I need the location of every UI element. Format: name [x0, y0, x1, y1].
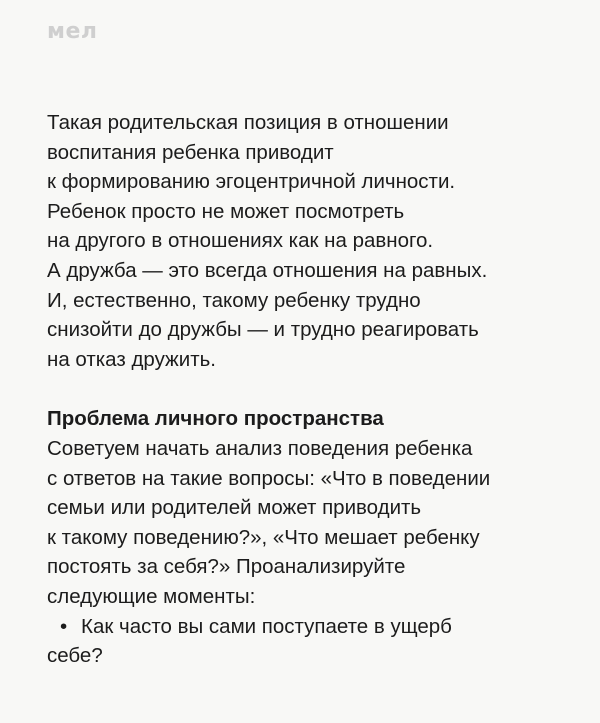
- text-line: на другого в отношениях как на равного.: [47, 229, 434, 253]
- text-line: на отказ дружить.: [47, 347, 216, 371]
- list-item-text-continued: себе?: [47, 644, 103, 668]
- list-item-text: Как часто вы сами поступаете в ущерб: [81, 614, 452, 638]
- text-line: Советуем начать анализ поведения ребенка: [47, 436, 473, 460]
- article-body: [47, 108, 567, 671]
- text-line: А дружба — это всегда отношения на равных.: [47, 258, 488, 282]
- list-item: [47, 612, 567, 642]
- bullet-list: [47, 612, 567, 671]
- text-line: к формированию эгоцентричной личности.: [47, 170, 456, 194]
- text-line: следующие моменты:: [47, 584, 256, 608]
- paragraph-2: [47, 434, 567, 612]
- paragraph-1: [47, 108, 567, 374]
- text-line: с ответов на такие вопросы: «Что в поведении: [47, 466, 491, 490]
- text-line: воспитания ребенка приводит: [47, 140, 334, 164]
- site-logo[interactable]: мел: [47, 19, 98, 44]
- text-line: Ребенок просто не может посмотреть: [47, 199, 405, 223]
- text-line: семьи или родителей может приводить: [47, 496, 422, 520]
- text-line: постоять за себя?» Проанализируйте: [47, 555, 406, 579]
- text-line: И, естественно, такому ребенку трудно: [47, 288, 421, 312]
- text-line: Такая родительская позиция в отношении: [47, 111, 449, 134]
- bullet-marker: •: [60, 614, 68, 638]
- section-heading: Проблема личного пространства: [47, 407, 384, 431]
- text-line: к такому поведению?», «Что мешает ребенку: [47, 525, 480, 549]
- text-line: снизойти до дружбы — и трудно реагировать: [47, 318, 479, 342]
